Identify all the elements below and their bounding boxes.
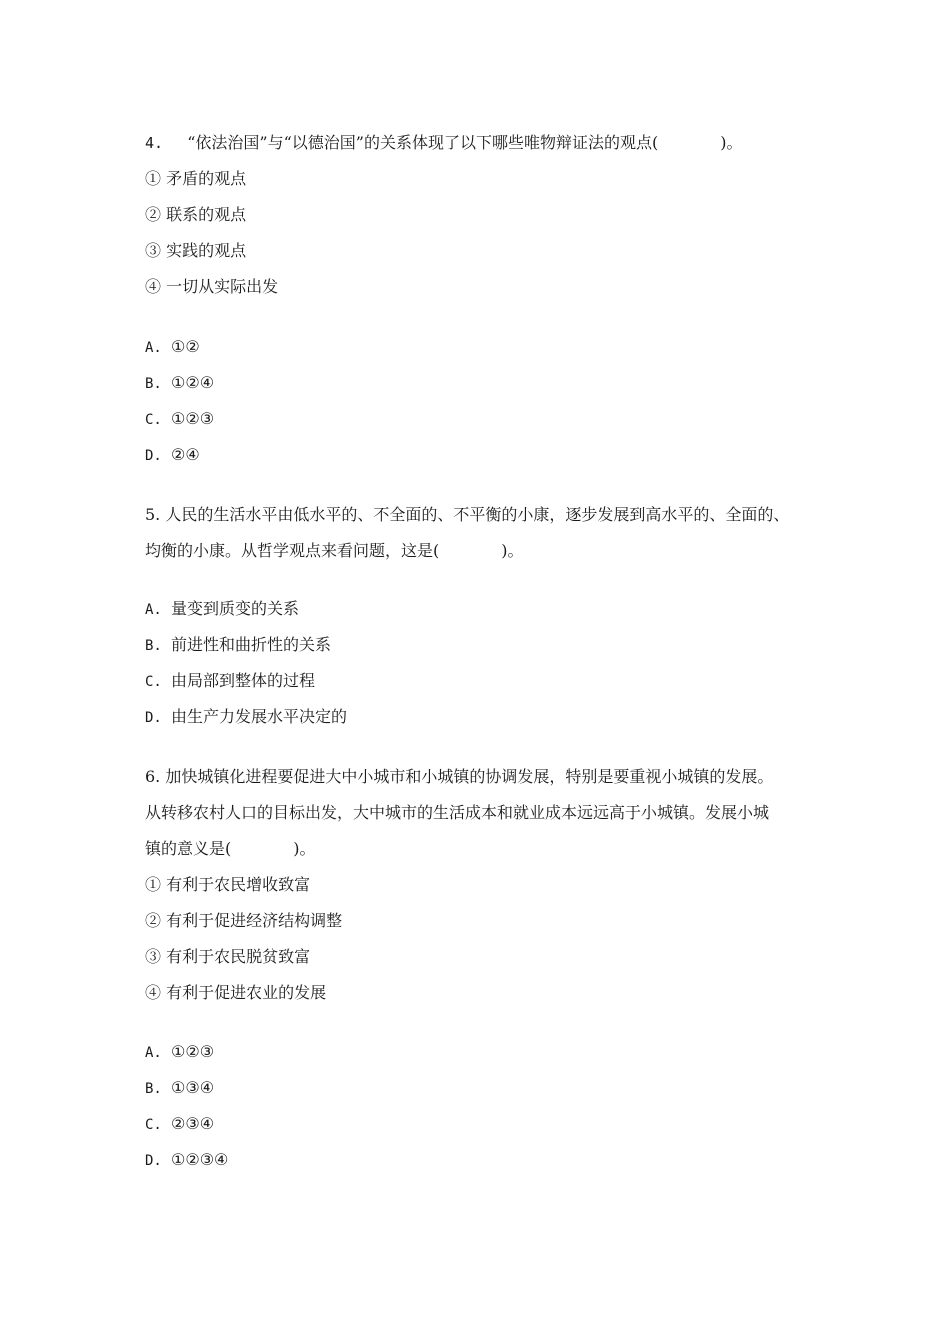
statement-item: ③ 有利于农民脱贫致富	[145, 947, 311, 966]
question-text: 均衡的小康。从哲学观点来看问题，这是(	[145, 541, 440, 560]
option-b	[145, 634, 331, 657]
option-text: ②③④	[171, 1114, 215, 1133]
question-number: 4.	[145, 134, 164, 152]
option-letter: C.	[145, 674, 162, 690]
option-letter: B.	[145, 638, 162, 654]
option-text: ①②④	[171, 373, 215, 392]
option-a	[145, 598, 299, 621]
question-text: 镇的意义是(	[145, 839, 232, 858]
option-letter: D.	[145, 710, 162, 726]
option-letter: D.	[145, 448, 162, 464]
statement-item: ② 有利于促进经济结构调整	[145, 911, 343, 930]
question-6-stem-line2: 从转移农村人口的目标出发，大中城市的生活成本和就业成本远远高于小城镇。发展小城	[145, 803, 770, 822]
option-letter: C.	[145, 1117, 162, 1133]
question-text: “依法治国”与“以德治国”的关系体现了以下哪些唯物辩证法的观点(	[187, 133, 659, 152]
option-text: 量变到质变的关系	[171, 599, 300, 618]
option-c	[145, 670, 315, 693]
question-6-stem-line1: 6. 加快城镇化进程要促进大中小城市和小城镇的协调发展，特别是要重视小城镇的发展。	[145, 767, 774, 786]
option-text: 由生产力发展水平决定的	[171, 707, 348, 726]
option-letter: B.	[145, 376, 162, 392]
option-text: ①②	[171, 337, 200, 356]
option-letter: B.	[145, 1081, 162, 1097]
option-letter: C.	[145, 412, 162, 428]
option-letter: A.	[145, 340, 162, 356]
option-text: ①②③④	[171, 1150, 229, 1169]
question-5-stem-line1: 5. 人民的生活水平由低水平的、不全面的、不平衡的小康，逐步发展到高水平的、全面的、	[145, 505, 790, 524]
option-c	[145, 408, 214, 431]
question-text-end: )。	[501, 541, 524, 560]
option-text: ①②③	[171, 1042, 215, 1061]
option-b	[145, 1077, 214, 1100]
option-letter: A.	[145, 1045, 162, 1061]
question-6-stem-line3	[145, 838, 316, 860]
option-text: ①③④	[171, 1078, 215, 1097]
option-letter: D.	[145, 1153, 162, 1169]
option-text: 前进性和曲折性的关系	[171, 635, 332, 654]
statement-item: ④ 一切从实际出发	[145, 277, 279, 296]
option-d	[145, 444, 200, 467]
option-text: 由局部到整体的过程	[171, 671, 316, 690]
question-5-stem-line2	[145, 540, 524, 562]
option-letter: A.	[145, 602, 162, 618]
question-4-stem	[145, 132, 742, 154]
option-d	[145, 1149, 228, 1172]
option-a	[145, 1041, 214, 1064]
option-a	[145, 336, 200, 359]
statement-item: ② 联系的观点	[145, 205, 247, 224]
statement-item: ① 有利于农民增收致富	[145, 875, 311, 894]
option-text: ②④	[171, 445, 200, 464]
option-text: ①②③	[171, 409, 215, 428]
statement-item: ④ 有利于促进农业的发展	[145, 983, 327, 1002]
question-text-end: )。	[293, 839, 316, 858]
statement-item: ① 矛盾的观点	[145, 169, 247, 188]
statement-item: ③ 实践的观点	[145, 241, 247, 260]
option-b	[145, 372, 214, 395]
option-d	[145, 706, 347, 729]
option-c	[145, 1113, 214, 1136]
question-text-end: )。	[720, 133, 743, 152]
